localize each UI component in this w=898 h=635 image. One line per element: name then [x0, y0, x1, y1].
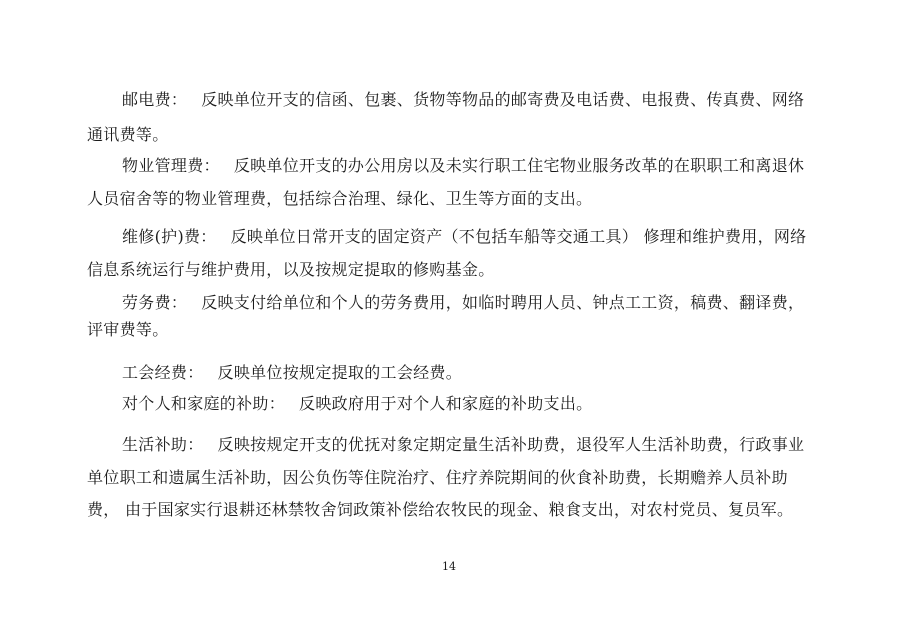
entry-labor-line-2: 评审费等。 — [87, 320, 169, 339]
entry-labor-line-1 — [122, 292, 804, 314]
entry-term: 物业管理费： — [122, 156, 220, 175]
entry-living-subsidy-line-2: 单位职工和遗属生活补助，因公负伤等住院治疗、住疗养院期间的伙食补助费，长期赡养人员补助 — [87, 468, 788, 487]
entry-living-subsidy-line-3: 费， 由于国家实行退耕还林禁牧舍饲政策补偿给农牧民的现金、粮食支出，对农村党员、复员军。 — [87, 500, 794, 519]
entry-text: 反映单位开支的信函、包裹、货物等物品的邮寄费及电话费、电报费、传真费、网络 — [201, 90, 805, 109]
entry-text: 反映按规定开支的优抚对象定期定量生活补助费，退役军人生活补助费，行政事业 — [217, 435, 805, 454]
entry-text: 反映单位开支的办公用房以及未实行职工住宅物业服务改革的在职职工和离退休 — [233, 156, 805, 175]
entry-term: 劳务费： — [122, 293, 188, 312]
entry-term: 邮电费： — [122, 90, 188, 109]
entry-term: 工会经费： — [122, 363, 204, 382]
entry-postal-line-1 — [122, 89, 804, 111]
page-number: 14 — [442, 560, 456, 573]
entry-text: 反映政府用于对个人和家庭的补助支出。 — [299, 394, 593, 413]
entry-term: 对个人和家庭的补助： — [122, 394, 286, 413]
entry-maintenance-line-1 — [122, 226, 806, 248]
entry-union-line-1 — [122, 362, 462, 384]
entry-maintenance-line-2: 信息系统运行与维护费用，以及按规定提取的修购基金。 — [87, 260, 495, 279]
entry-household-subsidy-line-1 — [122, 393, 592, 415]
entry-text: 反映支付给单位和个人的劳务费用，如临时聘用人员、钟点工工资，稿费、翻译费， — [201, 293, 805, 312]
entry-living-subsidy-line-1 — [122, 434, 804, 456]
entry-term: 维修(护)费： — [122, 227, 217, 246]
entry-text: 反映单位日常开支的固定资产（不包括车船等交通工具） 修理和维护费用，网络 — [230, 227, 807, 246]
entry-text: 反映单位按规定提取的工会经费。 — [217, 363, 463, 382]
entry-property-line-2: 人员宿舍等的物业管理费，包括综合治理、绿化、卫生等方面的支出。 — [87, 189, 593, 208]
entry-term: 生活补助： — [122, 435, 204, 454]
entry-postal-line-2: 通讯费等。 — [87, 125, 169, 144]
entry-property-line-1 — [122, 155, 804, 177]
